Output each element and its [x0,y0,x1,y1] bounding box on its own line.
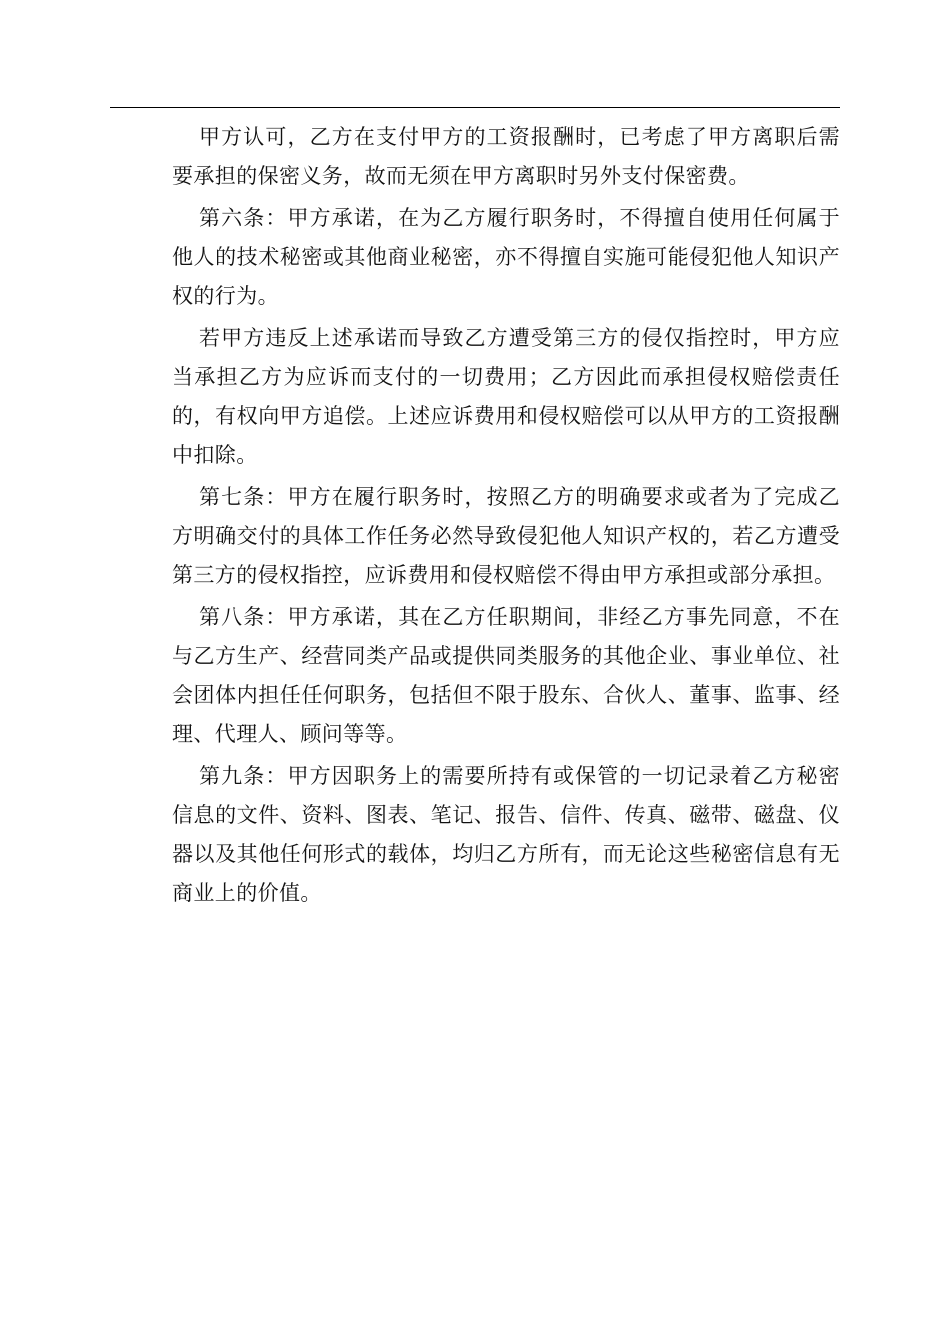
document-body [172,118,840,916]
paragraph-article-7: 第七条：甲方在履行职务时，按照乙方的明确要求或者为了完成乙方明确交付的具体工作任务必然导致侵犯他人知识产权的，若乙方遭受第三方的侵权指控，应诉费用和侵权赔偿不得由甲方承担或部分承担。 [172,485,840,587]
paragraph-infringement-liability: 若甲方违反上述承诺而导致乙方遭受第三方的侵仅指控时，甲方应当承担乙方为应诉而支付的一切费用；乙方因此而承担侵权赔偿责任的，有权向甲方追偿。上述应诉费用和侵权赔偿可以从甲方的工资报酬中扣除。 [172,326,840,467]
paragraph-article-6: 第六条：甲方承诺，在为乙方履行职务时，不得擅自使用任何属于他人的技术秘密或其他商业秘密，亦不得擅自实施可能侵犯他人知识产权的行为。 [172,206,840,308]
paragraph-confidentiality-fee: 甲方认可，乙方在支付甲方的工资报酬时，已考虑了甲方离职后需要承担的保密义务，故而无须在甲方离职时另外支付保密费。 [172,125,840,188]
header-rule [110,107,840,108]
paragraph-article-8: 第八条：甲方承诺，其在乙方任职期间，非经乙方事先同意，不在与乙方生产、经营同类产品或提供同类服务的其他企业、事业单位、社会团体内担任任何职务，包括但不限于股东、合伙人、董事、监事、经理、代理人、顾问等等。 [172,605,840,746]
paragraph-article-9: 第九条：甲方因职务上的需要所持有或保管的一切记录着乙方秘密信息的文件、资料、图表、笔记、报告、信件、传真、磁带、磁盘、仪器以及其他任何形式的载体，均归乙方所有，而无论这些秘密信息有无商业上的价值。 [172,764,840,905]
